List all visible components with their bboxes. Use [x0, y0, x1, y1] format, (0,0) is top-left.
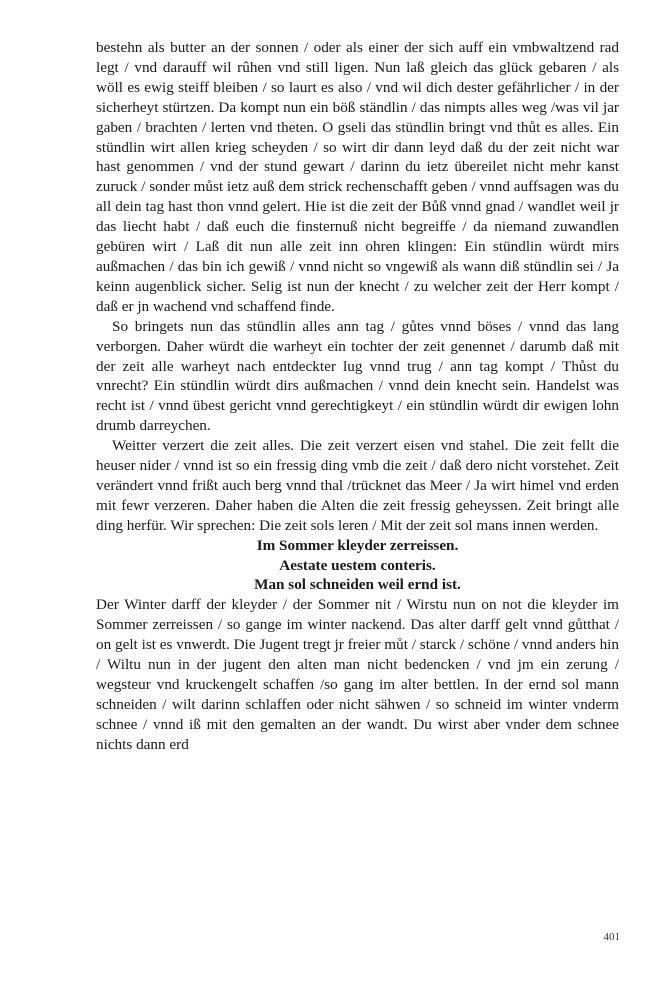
paragraph-2: So bringets nun das stündlin alles ann tag / gůtes vnnd böses / vnnd das lang verborgen. Daher würdt die warheyt ein tochter der zeit genennet / darumb daß mit der zeit alle warheyt nach entdeckter lug vnnd trug / ann tag kompt / Thůst du vnrecht? Ein stündlin würdt dirs außmachen / vnnd dein knecht sein. Handelst was recht ist / vnnd übest gericht vnnd gerechtigkeyt / ein stündlin würdt dir ewigen lohn drumb darreychen.: [96, 317, 619, 435]
section-heading-proverb: Man sol schneiden weil ernd ist.: [254, 576, 461, 594]
paragraph-3: Weitter verzert die zeit alles. Die zeit verzert eisen vnd stahel. Die zeit fellt die heuser nider / vnnd ist so ein fressig ding vmb die zeit / daß dero nicht vorstehet. Zeit verändert vnnd frißt auch berg vnnd thal /trücknet das Meer / Ja wirt himel vnd erden mit fewr verzeren. Daher haben die Alten die zeit fressig geheyssen. Zeit bringt alle ding herfür. Wir sprechen: Die zeit sols leren / Mit der zeit sol mans innen werden.: [96, 437, 619, 534]
section-heading-latin: Aestate uestem conteris.: [279, 556, 436, 574]
page-number: 401: [603, 931, 620, 943]
page-body: [96, 38, 619, 755]
paragraph-4: Der Winter darff der kleyder / der Sommer nit / Wirstu nun on not die kleyder im Sommer zerreissen / so gange im winter nackend. Das alter darff gelt vnnd gůtthat / on gelt ist es vnwerdt. Die Jugent tregt jr freier můt / starck / schöne / vnnd anders hin / Wiltu nun in der jugent den alten man nicht bedencken / vnd jm ein zerung / wegsteur vnd kruckengelt schaffen /so gang im alter bettlen. In der ernd sol mann schneiden / wilt darinn schlaffen oder nicht sähwen / so schneid im winter vnderm schnee / vnnd iß mit den gemalten an der wandt. Du wirst aber vnder dem schnee nichts dann erd: [96, 596, 619, 753]
paragraph-1: bestehn als butter an der sonnen / oder als einer der sich auff ein vmbwaltzend rad legt / vnd darauff wil rûhen vnd still ligen. Nun laß gleich das glück gebaren / als wöll es ewig steiff bleiben / so laurt es also / vnd wil dich dester gefährlicher / in der sicherheyt stürtzen. Da kompt nun ein böß ständlin / das nimpts alles weg /was vil jar gaben / brachten / lerten vnd theten. O gseli das stündlin bringt vnd thůt es alles. Ein stündlin wirt allen krieg scheyden / so wirt dir dann leyd daß du der zeit nicht war hast genommen / vnd der stund gewart / darinn du ietz übereilet nicht mehr kanst zuruck / sonder můst ietz auß dem strick rechenschafft geben / vnnd auffsagen was du all dein tag hast thon vnnd gelert. Hie ist die zeit der Bůß vnnd gnad / wandlet weil jr das liecht habt / daß euch die finsternuß nicht begreiffe / da niemand zuwandlen gebüren wirt / Laß dit nun alle zeit inn ohren klingen: Ein stündlin würdt mirs außmachen / das bin ich gewiß / vnnd nicht so vngewiß als wann diß stündlin sei / Ja keinn augenblick sicher. Selig ist nun der knecht / zu welcher zeit der Herr kompt / daß er jn wachend vnd schaffend finde.: [96, 39, 619, 315]
section-heading-german: Im Sommer kleyder zerreissen.: [256, 536, 459, 554]
